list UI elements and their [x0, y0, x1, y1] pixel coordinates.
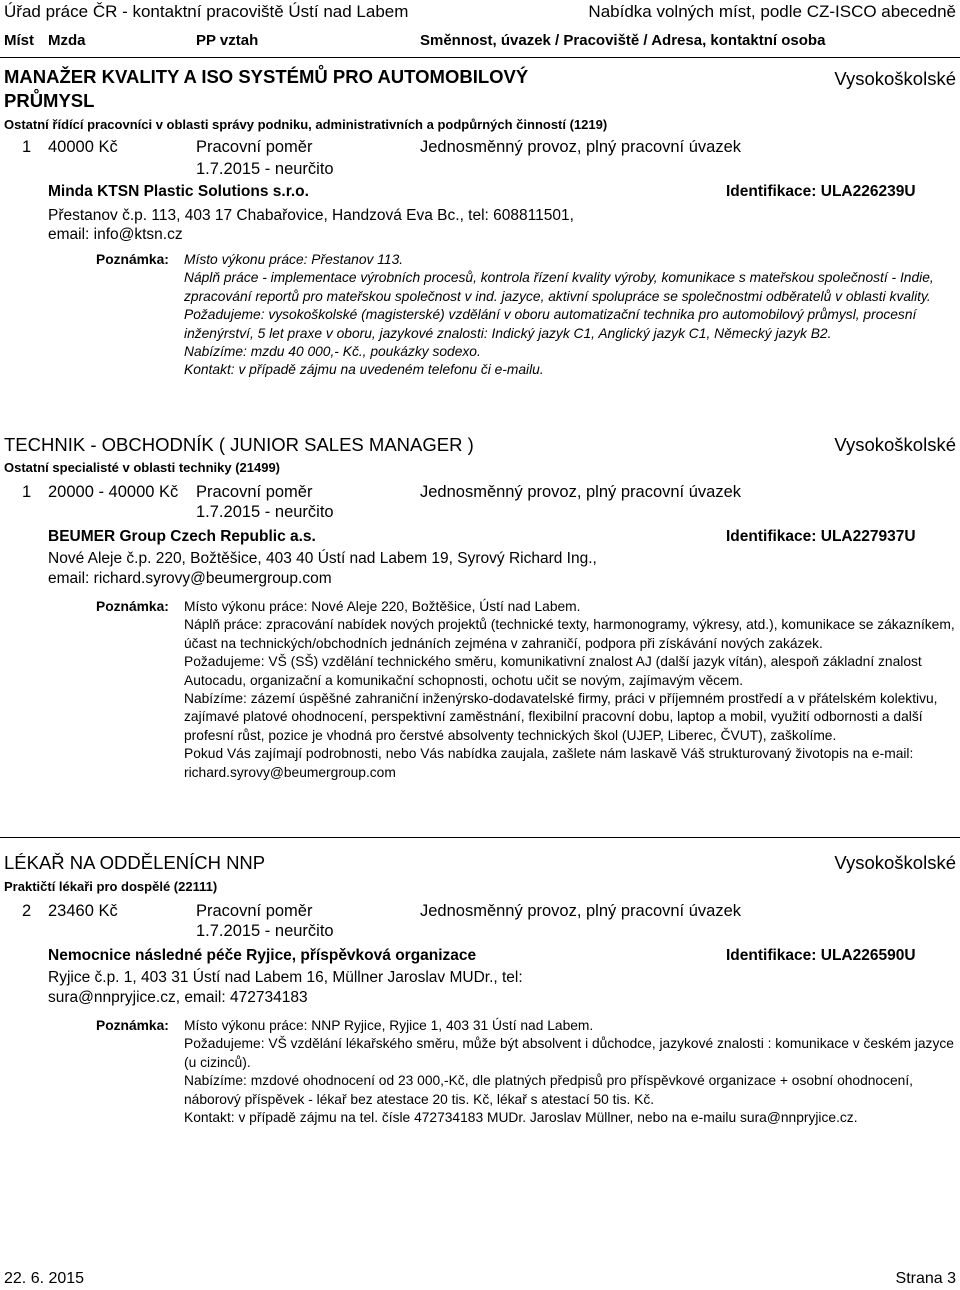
job-note — [96, 1017, 956, 1127]
position-count: 2 — [22, 902, 32, 920]
note-line: Požadujeme: VŠ vzdělání lékařského směru, může být absolvent i důchodce, jazykové znalosti : komunikace v českém jazyce (u cizinců). — [184, 1036, 954, 1070]
note-label: Poznámka: — [96, 1018, 169, 1033]
col-header-smennost: Směnnost, úvazek / Pracoviště / Adresa, kontaktní osoba — [420, 32, 826, 49]
company-contact: sura@nnpryjice.cz, email: 472734183 — [48, 989, 308, 1006]
job-note — [96, 598, 956, 782]
note-line: Místo výkonu práce: Nové Aleje 220, Božtěšice, Ústí nad Labem. — [184, 599, 581, 614]
note-line: Kontakt: v případě zájmu na tel. čísle 472734183 MUDr. Jaroslav Müllner, nebo na e-mailu sura@nnpryjice.cz. — [184, 1110, 858, 1126]
shift-type: Jednosměnný provoz, plný pracovní úvazek — [420, 483, 742, 501]
position-count: 1 — [22, 483, 32, 501]
col-header-mist: Míst — [4, 32, 34, 49]
education-level: Vysokoškolské — [834, 434, 956, 455]
note-line: Náplň práce: zpracování nabídek nových projektů (technické texty, harmonogramy, výkresy, atd.), komunikace se zákazníkem, účast na technických/obchodních jednáních zejména v zahraničí, podpora při získávání nových zakázek. — [184, 617, 955, 651]
job-category: Praktičtí lékaři pro dospělé (22111) — [4, 879, 218, 894]
job-title: TECHNIK - OBCHODNÍK ( JUNIOR SALES MANAGER ) — [4, 434, 474, 455]
company-contact: email: info@ktsn.cz — [48, 226, 183, 243]
date-range: 1.7.2015 - neurčito — [196, 160, 334, 178]
position-count: 1 — [22, 138, 32, 156]
office-title: Úřad práce ČR - kontaktní pracoviště Ústí nad Labem — [4, 2, 409, 21]
note-line: Místo výkonu práce: Přestanov 113. — [184, 252, 404, 267]
job-note — [96, 251, 956, 380]
header-divider — [0, 57, 960, 58]
listing-type: Nabídka volných míst, podle CZ-ISCO abecedně — [588, 2, 956, 21]
salary: 40000 Kč — [48, 138, 118, 156]
shift-type: Jednosměnný provoz, plný pracovní úvazek — [420, 902, 742, 920]
note-line: Náplň práce - implementace výrobních procesů, kontrola řízení kvality výroby, komunikace s mateřskou společností - Indie, zpracování reportů pro mateřskou společnost v ind. jazyce, aktivní spolupráce se společnostmi odběratelů v oblasti kvality. — [184, 270, 934, 304]
employment-type: Pracovní poměr — [196, 483, 313, 501]
note-line: Místo výkonu práce: NNP Ryjice, Ryjice 1, 403 31 Ústí nad Labem. — [184, 1018, 594, 1033]
note-line: Nabízíme: zázemí úspěšné zahraniční inženýrsko-dodavatelské firmy, práci v příjemném prostředí a v přátelském kolektivu, zajímavé platové ohodnocení, perspektivní zaměstnání, flexibilní pracovní dobu, laptop a mobil, využití odbornosti a další profesní růst, pozice je vhodná pro čerstvé absolventy technických škol (UJEP, Liberec, ČVUT), zaškolíme. — [184, 691, 938, 743]
note-label: Poznámka: — [96, 252, 169, 267]
note-line: Kontakt: v případě zájmu na uvedeném telefonu či e-mailu. — [184, 362, 544, 378]
job-title: MANAŽER KVALITY A ISO SYSTÉMŮ PRO AUTOMOBILOVÝ — [4, 66, 529, 87]
note-label: Poznámka: — [96, 599, 169, 614]
job-category: Ostatní řídící pracovníci v oblasti správy podniku, administrativních a podpůrných činností (1219) — [4, 117, 608, 132]
job-identifier: Identifikace: ULA227937U — [726, 528, 916, 545]
employment-type: Pracovní poměr — [196, 138, 313, 156]
date-range: 1.7.2015 - neurčito — [196, 922, 334, 940]
company-address: Ryjice č.p. 1, 403 31 Ústí nad Labem 16, Müllner Jaroslav MUDr., tel: — [48, 969, 523, 986]
salary: 23460 Kč — [48, 902, 118, 920]
job-identifier: Identifikace: ULA226590U — [726, 947, 916, 964]
note-line: Pokud Vás zajímají podrobnosti, nebo Vás nabídka zaujala, zašlete nám laskavě Váš strukturovaný životopis na e-mail: richard.syrovy@beumergroup.com — [184, 746, 914, 780]
shift-type: Jednosměnný provoz, plný pracovní úvazek — [420, 138, 742, 156]
company-contact: email: richard.syrovy@beumergroup.com — [48, 570, 332, 587]
note-line: Požadujeme: vysokoškolské (magisterské) vzdělání v oboru automatizační technika pro automobilový průmysl, procesní inženýrství, 5 let praxe v oboru, jazykové znalosti: Indický jazyk C1, Anglický jazyk C1, Německý jazyk B2. — [184, 307, 917, 341]
col-header-pp: PP vztah — [196, 32, 259, 49]
note-line: Požadujeme: VŠ (SŠ) vzdělání technického směru, komunikativní znalost AJ (další jazyk vítán), alespoň základní znalost Autocadu, organizační a komunikační schopnosti, ochotu učit se novým, zajímavým věcem. — [184, 654, 922, 688]
note-line: Nabízíme: mzdové ohodnocení od 23 000,-Kč, dle platných předpisů pro příspěvkové organizace + osobní ohodnocení, náborový příspěvek - lékař bez atestace 20 tis. Kč, lékař s atestací 50 tis. Kč. — [184, 1073, 914, 1107]
company-address: Nové Aleje č.p. 220, Božtěšice, 403 40 Ústí nad Labem 19, Syrový Richard Ing., — [48, 550, 597, 567]
page-number: Strana 3 — [895, 1270, 956, 1287]
job-identifier: Identifikace: ULA226239U — [726, 183, 916, 200]
job-category: Ostatní specialisté v oblasti techniky (21499) — [4, 460, 281, 475]
section-divider — [0, 837, 960, 838]
salary: 20000 - 40000 Kč — [48, 483, 179, 501]
job-title-cont: PRŮMYSL — [4, 90, 95, 111]
date-range: 1.7.2015 - neurčito — [196, 503, 334, 521]
footer-date: 22. 6. 2015 — [4, 1270, 85, 1287]
company-address: Přestanov č.p. 113, 403 17 Chabařovice, Handzová Eva Bc., tel: 608811501, — [48, 207, 574, 224]
employment-type: Pracovní poměr — [196, 902, 313, 920]
job-title: LÉKAŘ NA ODDĚLENÍCH NNP — [4, 852, 266, 873]
company-name: Nemocnice následné péče Ryjice, příspěvková organizace — [48, 947, 477, 964]
col-header-mzda: Mzda — [48, 32, 86, 49]
company-name: BEUMER Group Czech Republic a.s. — [48, 528, 316, 545]
note-line: Nabízíme: mzdu 40 000,- Kč., poukázky sodexo. — [184, 344, 481, 360]
education-level: Vysokoškolské — [834, 68, 956, 89]
education-level: Vysokoškolské — [834, 852, 956, 873]
company-name: Minda KTSN Plastic Solutions s.r.o. — [48, 183, 309, 200]
